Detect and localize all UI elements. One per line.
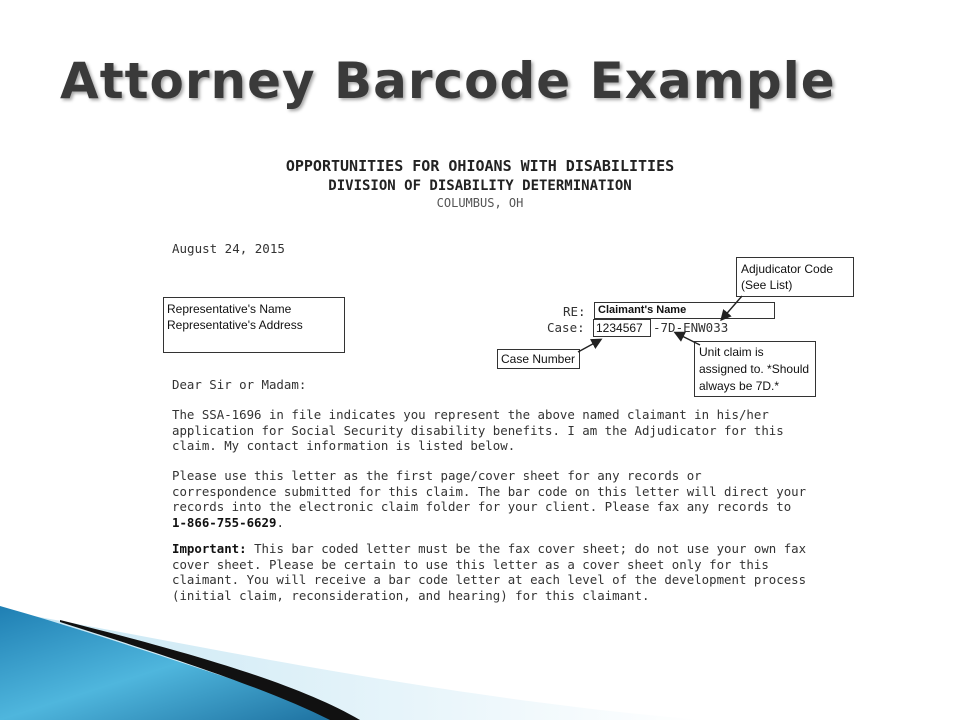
slide-title: Attorney Barcode Example <box>60 52 836 110</box>
paragraph-2-text: Please use this letter as the first page/cover sheet for any records or correspondence submitted for this claim. The bar code on this letter will direct your records into the electronic claim folder for your client. Please fax any records to <box>172 468 807 515</box>
unit-callout-line2: assigned to. *Should <box>699 362 810 376</box>
letter-header-city: COLUMBUS, OH <box>436 196 524 210</box>
representative-name: Representative's Name <box>167 302 292 316</box>
case-suffix: -7D-ENW033 <box>653 320 729 335</box>
re-label: RE: <box>563 304 586 319</box>
salutation: Dear Sir or Madam: <box>172 377 307 392</box>
case-number-arrow <box>578 340 600 352</box>
adjudicator-callout-line2: (See List) <box>741 278 793 292</box>
letter-header-division: DIVISION OF DISABILITY DETERMINATION <box>328 178 632 194</box>
paragraph-2-end: . <box>276 514 284 530</box>
adjudicator-arrow <box>722 296 742 319</box>
important-text: This bar coded letter must be the fax cover sheet; do not use your own fax cover sheet. Please be certain to use this letter as a cover sheet only for this claimant. You will receive a bar code letter at each level of the development process (initial claim, reconsideration, and hearing) for this claimant. <box>172 541 807 603</box>
letter-paragraph-2 <box>172 468 812 530</box>
case-number-callout: Case Number <box>497 349 580 369</box>
letter-paragraph-1: The SSA-1696 in file indicates you represent the above named claimant in his/her application for Social Security disability benefits. I am the Adjudicator for this claim. My contact information is listed below. <box>172 407 784 454</box>
adjudicator-callout-line1: Adjudicator Code <box>741 262 834 276</box>
letter-date: August 24, 2015 <box>172 241 285 256</box>
unit-claim-arrow <box>676 333 700 345</box>
representative-address: Representative's Address <box>167 318 303 332</box>
unit-callout-line3: always be 7D.* <box>699 379 780 393</box>
important-label: Important: <box>172 541 247 556</box>
fax-phone-number: 1-866-755-6629 <box>172 514 277 530</box>
case-number-box: 1234567 <box>593 319 651 337</box>
case-label: Case: <box>547 320 585 335</box>
unit-callout-line1: Unit claim is <box>699 345 764 359</box>
letter-header-org: OPPORTUNITIES FOR OHIOANS WITH DISABILITIES <box>285 157 675 175</box>
slide-decoration <box>0 560 960 720</box>
claimant-name-box: Claimant's Name <box>594 302 775 319</box>
